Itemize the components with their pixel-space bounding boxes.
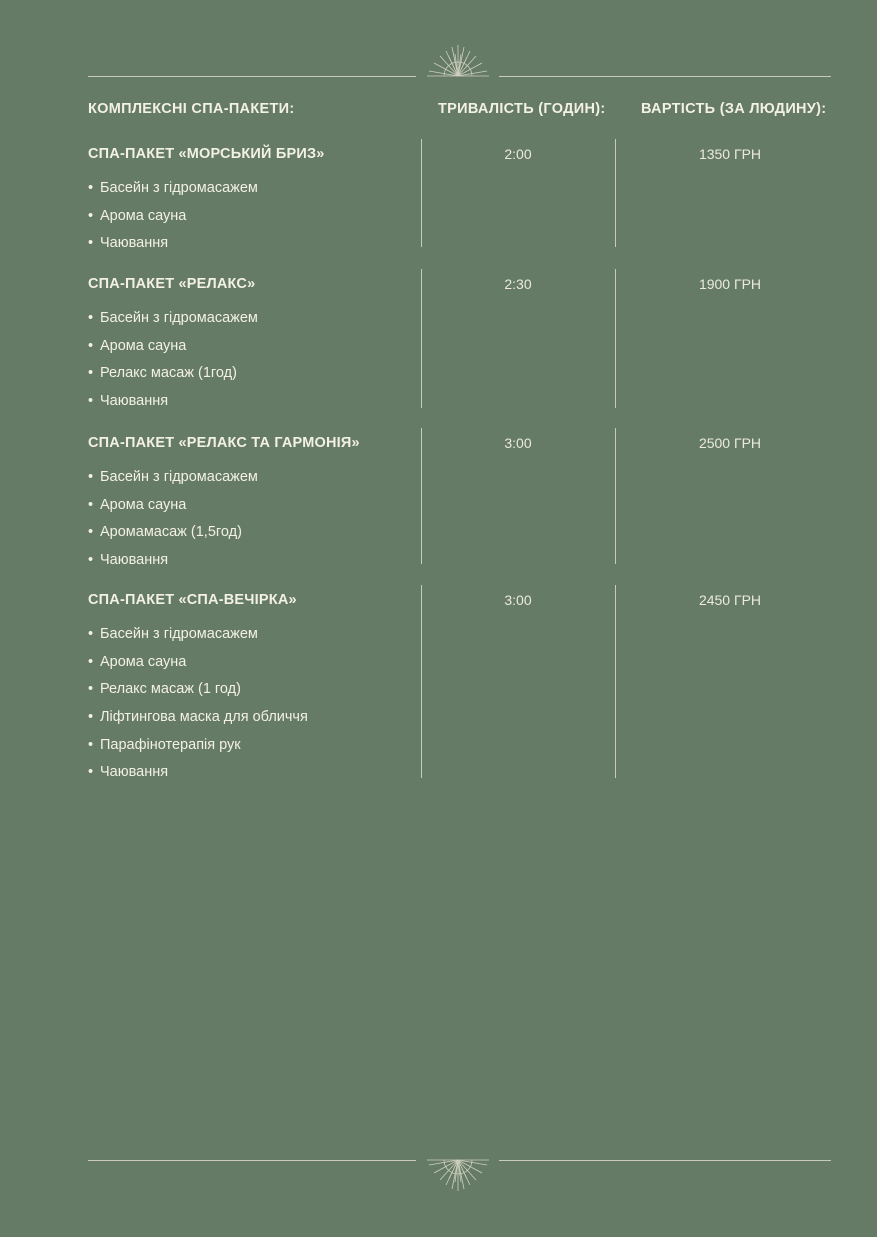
column-divider bbox=[421, 585, 422, 778]
list-item: • Басейн з гідромасажем bbox=[88, 626, 308, 654]
column-divider bbox=[615, 585, 616, 778]
package-price: 2450 ГРН bbox=[698, 592, 762, 608]
list-item: • Аромамасаж (1,5год) bbox=[88, 524, 258, 552]
package-items bbox=[88, 180, 258, 263]
bottom-divider-left bbox=[88, 1160, 416, 1161]
column-divider bbox=[615, 269, 616, 408]
list-item: • Чаювання bbox=[88, 764, 308, 792]
package-title: СПА-ПАКЕТ «СПА-ВЕЧІРКА» bbox=[88, 592, 297, 608]
column-divider bbox=[421, 428, 422, 564]
list-item: • Басейн з гідромасажем bbox=[88, 180, 258, 208]
package-title: СПА-ПАКЕТ «РЕЛАКС ТА ГАРМОНІЯ» bbox=[88, 435, 360, 451]
list-item: • Басейн з гідромасажем bbox=[88, 310, 258, 338]
column-divider bbox=[421, 269, 422, 408]
package-title: СПА-ПАКЕТ «РЕЛАКС» bbox=[88, 276, 256, 292]
column-divider bbox=[615, 139, 616, 247]
list-item: • Парафінотерапія рук bbox=[88, 737, 308, 765]
list-item: • Релакс масаж (1 год) bbox=[88, 681, 308, 709]
bottom-sunburst-icon bbox=[426, 1156, 490, 1194]
list-item: • Басейн з гідромасажем bbox=[88, 469, 258, 497]
package-price: 1350 ГРН bbox=[698, 146, 762, 162]
package-duration: 2:00 bbox=[504, 146, 532, 162]
list-item: • Арома сауна bbox=[88, 654, 308, 682]
top-divider-right bbox=[499, 76, 831, 77]
package-items bbox=[88, 310, 258, 421]
header-packages: КОМПЛЕКСНІ СПА-ПАКЕТИ: bbox=[88, 101, 295, 117]
package-duration: 3:00 bbox=[504, 592, 532, 608]
package-items bbox=[88, 626, 308, 792]
list-item: • Арома сауна bbox=[88, 497, 258, 525]
package-price: 2500 ГРН bbox=[698, 435, 762, 451]
package-duration: 2:30 bbox=[504, 276, 532, 292]
list-item: • Ліфтингова маска для обличчя bbox=[88, 709, 308, 737]
list-item: • Арома сауна bbox=[88, 208, 258, 236]
column-divider bbox=[615, 428, 616, 564]
list-item: • Арома сауна bbox=[88, 338, 258, 366]
package-duration: 3:00 bbox=[504, 435, 532, 451]
list-item: • Релакс масаж (1год) bbox=[88, 365, 258, 393]
list-item: • Чаювання bbox=[88, 393, 258, 421]
header-price: ВАРТІСТЬ (ЗА ЛЮДИНУ): bbox=[641, 101, 827, 117]
package-items bbox=[88, 469, 258, 580]
top-divider-left bbox=[88, 76, 416, 77]
package-title: СПА-ПАКЕТ «МОРСЬКИЙ БРИЗ» bbox=[88, 146, 325, 162]
column-divider bbox=[421, 139, 422, 247]
bottom-divider-right bbox=[499, 1160, 831, 1161]
package-price: 1900 ГРН bbox=[698, 276, 762, 292]
list-item: • Чаювання bbox=[88, 235, 258, 263]
list-item: • Чаювання bbox=[88, 552, 258, 580]
top-sunburst-icon bbox=[426, 42, 490, 80]
header-duration: ТРИВАЛІСТЬ (ГОДИН): bbox=[438, 101, 606, 117]
